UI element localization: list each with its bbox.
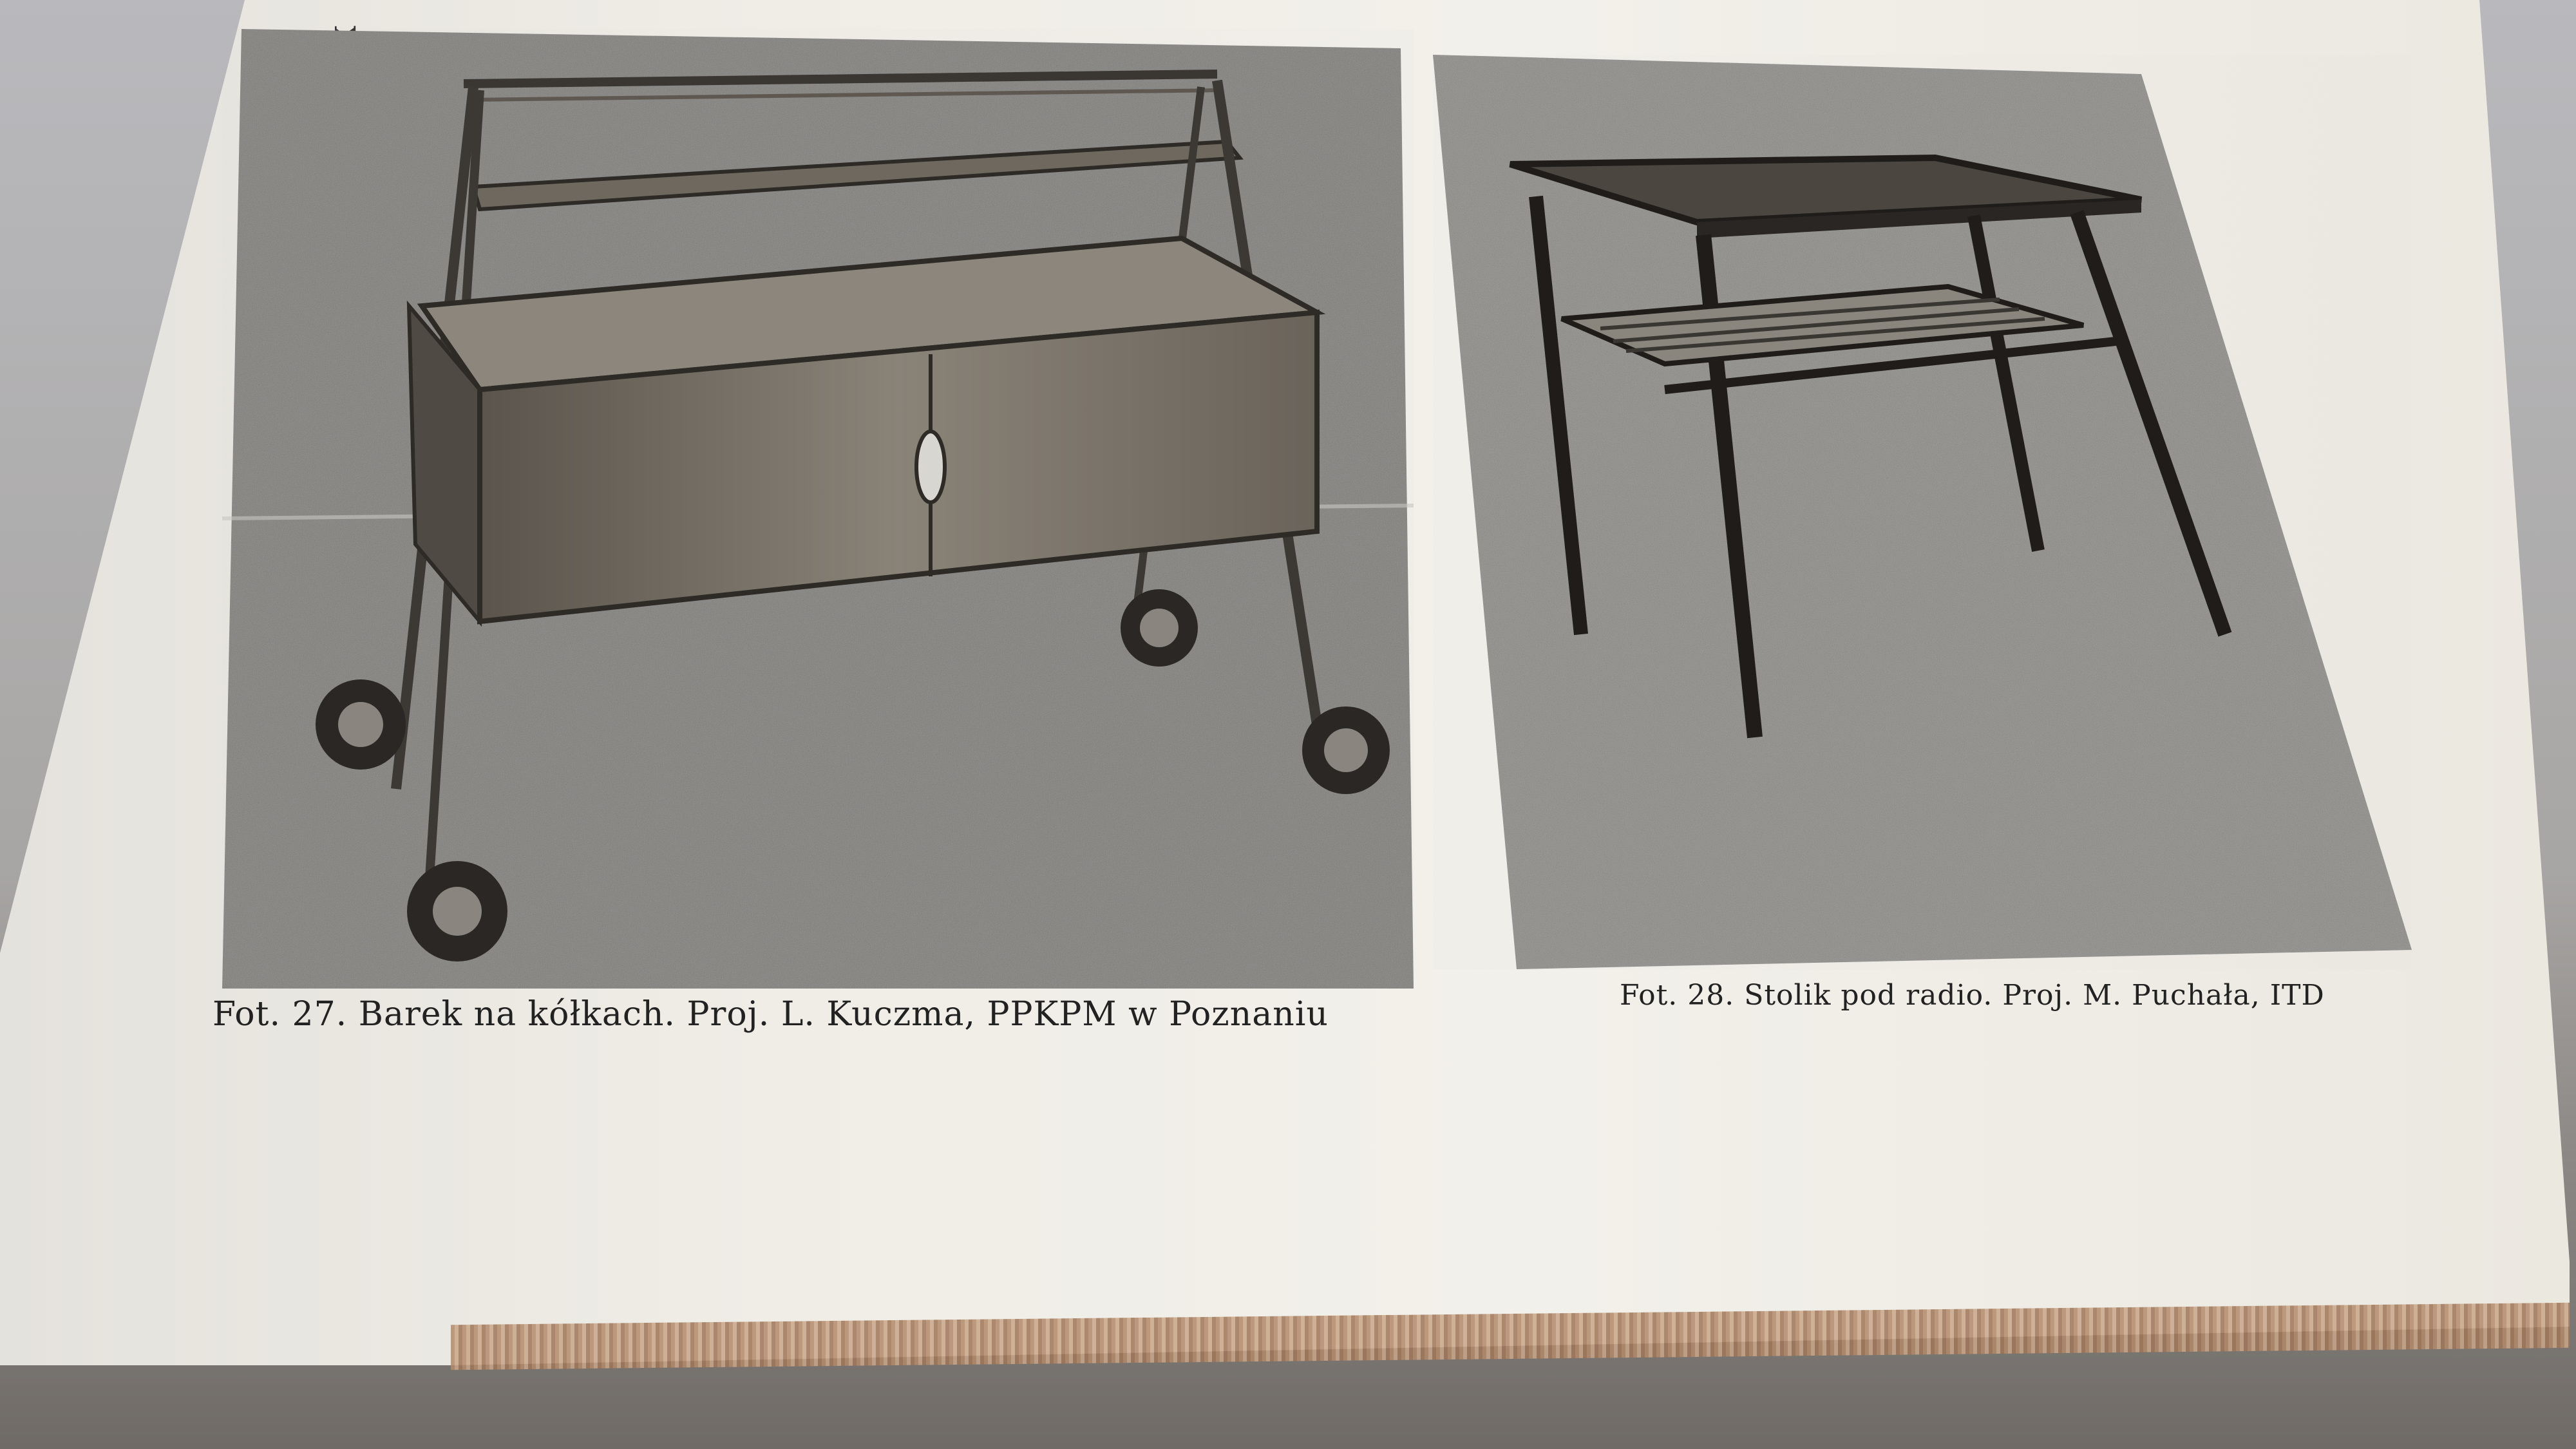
figure-caption-28: Fot. 28. Stolik pod radio. Proj. M. Puchała, ITD [1620, 979, 2325, 1012]
photo-bar-cart [222, 29, 1414, 989]
photo-radio-table [1433, 55, 2412, 969]
figure-caption-27: Fot. 27. Barek na kółkach. Proj. L. Kuczma, PPKPM w Poznaniu [213, 995, 1329, 1034]
